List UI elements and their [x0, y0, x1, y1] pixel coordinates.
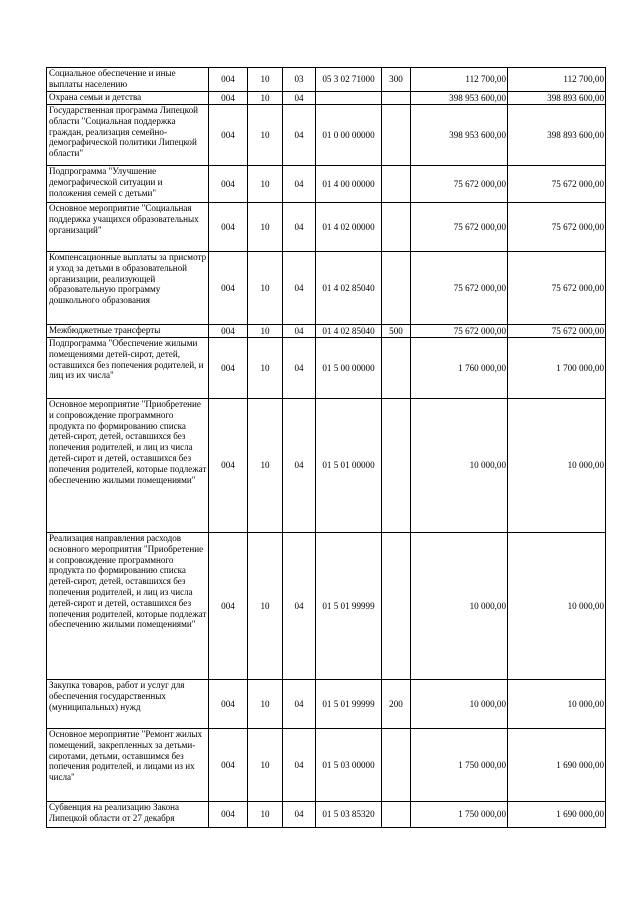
row-name-cell: Подпрограмма "Обеспечение жилыми помещениями детей-сирот, детей, оставшихся без попечения родителей, и лиц из их числа"	[47, 338, 209, 399]
section-code-cell: 10	[248, 680, 283, 729]
section-code-cell: 10	[248, 252, 283, 325]
expense-type-cell	[382, 338, 411, 399]
target-article-cell: 01 5 03 85320	[316, 802, 382, 828]
expense-type-cell	[382, 399, 411, 533]
amount-year1-cell: 10 000,00	[411, 533, 508, 680]
row-name-cell: Реализация направления расходов основного мероприятия "Приобретение и сопровождение программного продукта по формированию списка детей-сирот, детей, оставшихся без попечения родителей, и лиц из числа детей-сирот и детей, оставшихся без попечения родителей, которые подлежат обеспечению жилыми помещениями"	[47, 533, 209, 680]
target-article-cell: 01 5 01 99999	[316, 533, 382, 680]
amount-year2-cell: 75 672 000,00	[508, 203, 606, 252]
ministry-code-cell: 004	[209, 166, 248, 203]
amount-year1-cell: 398 953 600,00	[411, 105, 508, 166]
ministry-code-cell: 004	[209, 68, 248, 92]
row-name-cell: Закупка товаров, работ и услуг для обеспечения государственных (муниципальных) нужд	[47, 680, 209, 729]
expense-type-cell	[382, 252, 411, 325]
expense-type-cell: 300	[382, 68, 411, 92]
budget-table	[46, 67, 606, 828]
table-row	[47, 533, 606, 680]
expense-type-cell: 200	[382, 680, 411, 729]
amount-year2-cell: 1 690 000,00	[508, 729, 606, 802]
amount-year1-cell: 75 672 000,00	[411, 325, 508, 338]
section-code-cell: 10	[248, 802, 283, 828]
target-article-cell: 01 4 02 85040	[316, 325, 382, 338]
subsection-code-cell: 04	[283, 105, 316, 166]
amount-year2-cell: 10 000,00	[508, 680, 606, 729]
target-article-cell: 01 5 01 99999	[316, 680, 382, 729]
target-article-cell: 01 5 03 00000	[316, 729, 382, 802]
target-article-cell	[316, 92, 382, 105]
expense-type-cell	[382, 105, 411, 166]
subsection-code-cell: 04	[283, 252, 316, 325]
table-row	[47, 92, 606, 105]
ministry-code-cell: 004	[209, 92, 248, 105]
amount-year1-cell: 1 750 000,00	[411, 802, 508, 828]
table-row	[47, 338, 606, 399]
row-name-cell: Основное мероприятие "Социальная поддержка учащихся образовательных организаций"	[47, 203, 209, 252]
amount-year2-cell: 75 672 000,00	[508, 252, 606, 325]
subsection-code-cell: 04	[283, 680, 316, 729]
section-code-cell: 10	[248, 203, 283, 252]
section-code-cell: 10	[248, 92, 283, 105]
expense-type-cell	[382, 166, 411, 203]
subsection-code-cell: 03	[283, 68, 316, 92]
expense-type-cell	[382, 203, 411, 252]
row-name-cell: Охрана семьи и детства	[47, 92, 209, 105]
amount-year1-cell: 398 953 600,00	[411, 92, 508, 105]
table-row	[47, 399, 606, 533]
section-code-cell: 10	[248, 105, 283, 166]
target-article-cell: 01 4 00 00000	[316, 166, 382, 203]
amount-year1-cell: 10 000,00	[411, 399, 508, 533]
subsection-code-cell: 04	[283, 399, 316, 533]
subsection-code-cell: 04	[283, 325, 316, 338]
row-name-cell: Межбюджетные трансферты	[47, 325, 209, 338]
row-name-cell: Подпрограмма "Улучшение демографической ситуации и положения семей с детьми"	[47, 166, 209, 203]
amount-year1-cell: 75 672 000,00	[411, 203, 508, 252]
target-article-cell: 01 5 00 00000	[316, 338, 382, 399]
amount-year1-cell: 112 700,00	[411, 68, 508, 92]
section-code-cell: 10	[248, 399, 283, 533]
ministry-code-cell: 004	[209, 325, 248, 338]
table-row	[47, 802, 606, 828]
amount-year1-cell: 75 672 000,00	[411, 166, 508, 203]
section-code-cell: 10	[248, 533, 283, 680]
table-row	[47, 166, 606, 203]
table-row	[47, 325, 606, 338]
target-article-cell: 01 4 02 00000	[316, 203, 382, 252]
amount-year1-cell: 10 000,00	[411, 680, 508, 729]
row-name-cell: Социальное обеспечение и иные выплаты населению	[47, 68, 209, 92]
ministry-code-cell: 004	[209, 533, 248, 680]
target-article-cell: 01 0 00 00000	[316, 105, 382, 166]
section-code-cell: 10	[248, 729, 283, 802]
row-name-cell: Основное мероприятие "Ремонт жилых помещений, закрепленных за детьми-сиротами, детьми, оставшимся без попечения родителей, и лицами из их числа"	[47, 729, 209, 802]
subsection-code-cell: 04	[283, 92, 316, 105]
row-name-cell: Компенсационные выплаты за присмотр и уход за детьми в образовательной организации, реализующей образовательную программу дошкольного образования	[47, 252, 209, 325]
table-row	[47, 252, 606, 325]
budget-table-body	[47, 68, 606, 828]
table-row	[47, 68, 606, 92]
amount-year2-cell: 75 672 000,00	[508, 166, 606, 203]
subsection-code-cell: 04	[283, 166, 316, 203]
section-code-cell: 10	[248, 338, 283, 399]
amount-year2-cell: 1 690 000,00	[508, 802, 606, 828]
ministry-code-cell: 004	[209, 802, 248, 828]
target-article-cell: 01 4 02 85040	[316, 252, 382, 325]
ministry-code-cell: 004	[209, 203, 248, 252]
amount-year2-cell: 398 893 600,00	[508, 105, 606, 166]
ministry-code-cell: 004	[209, 105, 248, 166]
expense-type-cell: 500	[382, 325, 411, 338]
expense-type-cell	[382, 92, 411, 105]
row-name-cell: Основное мероприятие "Приобретение и сопровождение программного продукта по формированию списка детей-сирот, детей, оставшихся без попечения родителей, и лиц из числа детей-сирот и детей, оставшихся без попечения родителей, которые подлежат обеспечению жилыми помещениями"	[47, 399, 209, 533]
amount-year2-cell: 398 893 600,00	[508, 92, 606, 105]
amount-year1-cell: 1 760 000,00	[411, 338, 508, 399]
table-row	[47, 680, 606, 729]
table-row	[47, 203, 606, 252]
amount-year2-cell: 10 000,00	[508, 399, 606, 533]
subsection-code-cell: 04	[283, 533, 316, 680]
target-article-cell: 05 3 02 71000	[316, 68, 382, 92]
amount-year2-cell: 75 672 000,00	[508, 325, 606, 338]
target-article-cell: 01 5 01 00000	[316, 399, 382, 533]
section-code-cell: 10	[248, 68, 283, 92]
row-name-cell: Субвенция на реализацию Закона Липецкой области от 27 декабря	[47, 802, 209, 828]
amount-year2-cell: 1 700 000,00	[508, 338, 606, 399]
ministry-code-cell: 004	[209, 399, 248, 533]
amount-year2-cell: 10 000,00	[508, 533, 606, 680]
section-code-cell: 10	[248, 325, 283, 338]
expense-type-cell	[382, 533, 411, 680]
subsection-code-cell: 04	[283, 729, 316, 802]
ministry-code-cell: 004	[209, 729, 248, 802]
amount-year1-cell: 1 750 000,00	[411, 729, 508, 802]
ministry-code-cell: 004	[209, 680, 248, 729]
ministry-code-cell: 004	[209, 338, 248, 399]
amount-year1-cell: 75 672 000,00	[411, 252, 508, 325]
ministry-code-cell: 004	[209, 252, 248, 325]
subsection-code-cell: 04	[283, 203, 316, 252]
subsection-code-cell: 04	[283, 802, 316, 828]
table-row	[47, 729, 606, 802]
table-row	[47, 105, 606, 166]
expense-type-cell	[382, 729, 411, 802]
subsection-code-cell: 04	[283, 338, 316, 399]
section-code-cell: 10	[248, 166, 283, 203]
amount-year2-cell: 112 700,00	[508, 68, 606, 92]
expense-type-cell	[382, 802, 411, 828]
row-name-cell: Государственная программа Липецкой области "Социальная поддержка граждан, реализация семейно-демографической политики Липецкой области"	[47, 105, 209, 166]
